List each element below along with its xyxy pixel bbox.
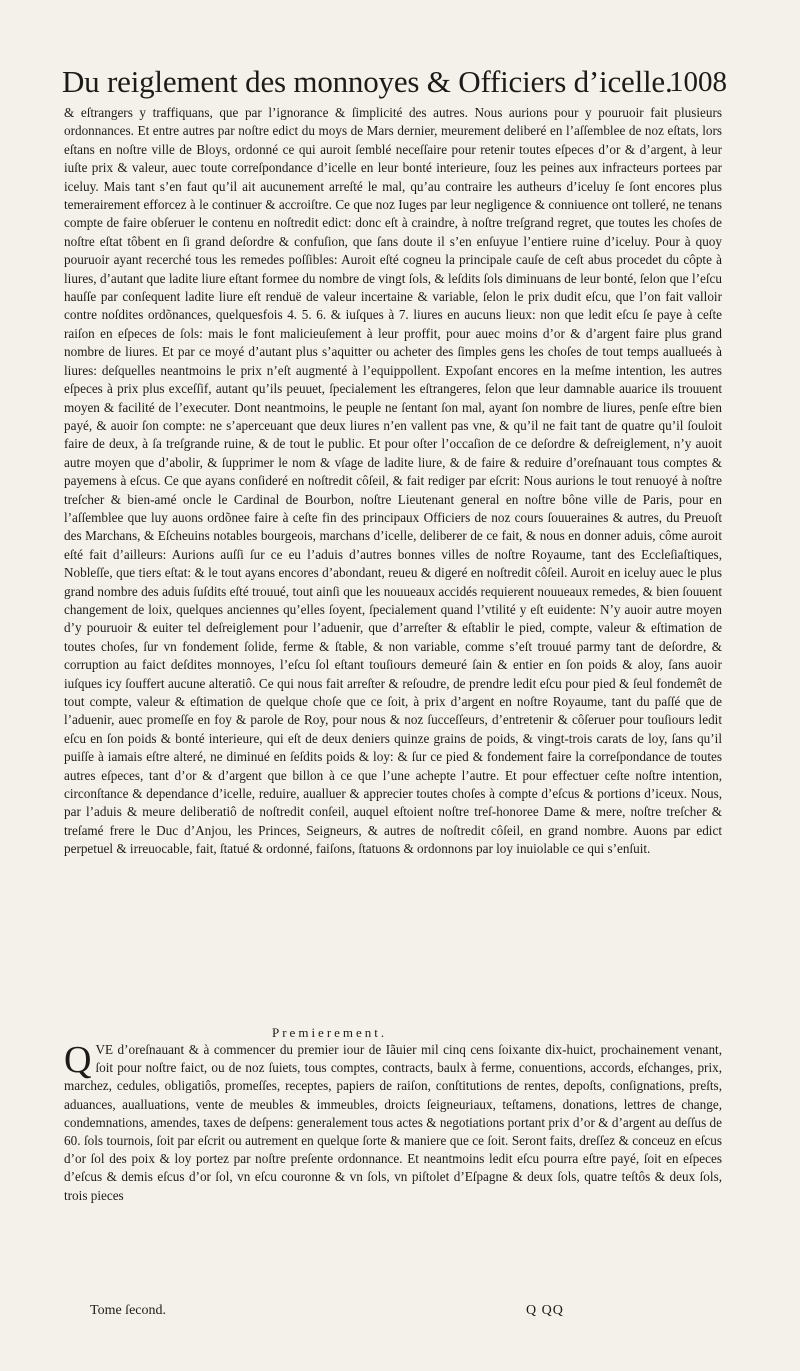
section-heading: Premierement.	[272, 1025, 388, 1040]
volume-note: Tome ſecond.	[90, 1303, 166, 1318]
page-footer	[90, 1303, 730, 1325]
page-title: Du reiglement des monnoyes & Officiers d’icelle.	[62, 64, 673, 99]
page-number: 1008	[669, 66, 727, 98]
signature-mark: Q QQ	[526, 1303, 564, 1318]
main-paragraph	[64, 104, 722, 859]
paragraph-text: & eſtrangers y traffiquans, que par l’ignorance & ſimplicité des autres. Nous aurions pour y pouruoir fait plusieurs ordonnances. Et entre autres par noſtre edict du moys de Mars dernier, meurement deliberé en l’aſſemblee de noz eſtats, lors eſtans en noſtre ville de Bloys, ordonné ce qui auroit ſemblé neceſſaire pour retenir toutes eſpeces d’or & d’argent, à leur iuſte prix & valeur, auec toute correſpondance d’icelle en leur bonté interieure, ſouz les peines aux infracteurs portees par iceluy. Mais tant s’en faut qu’il ait aucunement arreſté le mal, qu’au contraire les autheurs d’iceluy ſe ſont encores plus temerairement efforcez à le continuer & accroiſtre. Ce que noz Iuges par leur negligence & conniuence ont tolleré, ne tenans compte de faire obſeruer le contenu en noſtredit edict: donc eſt à craindre, à noſtre treſgrand regret, que toutes les choſes de noſtre eſtat tôbent en ſi grand deſordre & confuſion, que ſans doute il s’en enſuyue l’entiere ruine d’iceluy. Pour à quoy pouruoir ayant recerché tous les remedes poſſibles: Auroit eſté cogneu la principale cauſe de ceſt abus procedet du côpte à liures, d’autant que ladite liure eſtant formee du nombre de vingt ſols, & leſdits ſols diminuans de leur bonté, ſelon que l’eſcu hauſſe par conſequent ladite liure eſt renduë de valeur incertaine & variable, ſelon le prix dudit eſcu, que l’on fait valloir contre noſdites ordõnances, quelquesfois 4. 5. 6. & iuſques à 7. liures en aucuns lieux: non que ledit eſcu ſe paye à ceſte raiſon en eſpeces de ſols: mais le font malicieuſement à leur proffit, pour auec moins d’or & d’argent faire plus grand nombre de liures. Et par ce moyé d’autant plus s’aquitter ou acheter des ſimples gens les choſes de tout temps auallueés à liures: deſquelles neantmoins le prix n’eſt augmenté à l’equippollent. Expoſant encores en la meſme intention, les autres eſpeces à prix plus exceſſif, autant qu’ils peuuet, ſpecialement les eſtrangeres, ſelon que leur damnable auarice ils trouuent moyen & facilité de l’executer. Dont neantmoins, le peuple ne ſentant ſon mal, ayant ſon nombre de liures, penſe eſtre bien payé, & auoir ſon compte: ne s’aperceuant que deux liures n’en vallent pas vne, & qu’il ne fait tant de quatre qu’il ſouloit faire de deux, à ſa treſgrande ruine, & de tout le public. Et pour oſter l’occaſion de ce deſordre & deſreiglement, n’y auoit autre moyen que d’abolir, & ſupprimer le nom & vſage de ladite liure, & de faire & reduire d’oreſnauant tous comptes & payemens à eſcus. Ce que ayans conſideré en noſtredit côſeil, & fait rediger par eſcrit: Nous aurions le tout renuoyé à noſtre treſcher & bien-amé oncle le Cardinal de Bourbon, noſtre Lieutenant general en noſtre bône ville de Paris, pour en l’aſſemblee que luy auons ordõnee faire à ceſte fin des principaux Officiers de noz cours ſouueraines & autres, du Preuoſt des Marchans, & Eſcheuins notables bourgeois, marchans d’icelle, deliberer de ce fait, & nous en donner aduis, côme auroit eſté fait d’ailleurs: Aurions auſſi ſur ce eu l’aduis d’autres bonnes villes de noſtre Royaume, tant des Eccleſiaſtiques, Nobleſſe, que tiers eſtat: & le tout ayans encores d’abondant, reueu & digeré en noſtredit côſeil. Auroit en iceluy auec le plus grand nombre des aduis ſuſdits eſté trouué, tout ainſi que les nouueaux accidés requierent nouueaux remedes, & bien ſouuent changement de loix, quelques anciennes qu’elles ſoyent, ſpecialement quand l’vtilité y eſt euidente: N’y auoir autre moyen d’y pouruoir & euiter tel deſreiglement pour l’aduenir, que d’arreſter & eſtablir le pied, compte, valeur & eſtimation de toutes choſes, ſur vn fondement ſolide, ferme & ſtable, & non variable, comme s’eſt trouué parmy tant de deſordre, & corruption au faict deſdites monnoyes, l’eſcu ſol eſtant touſiours demeuré ſain & entier en ſon poids & aloy, ſans auoir iuſques icy ſouffert aucune alteratiô. Ce qui nous fait arreſter & reſoudre, de prendre ledit eſcu pour pied & ſeul fondemêt de tout compte, valeur & eſtimation de quelque choſe que ce ſoit, à prix d’argent en noſtre Royaume, tant du paſſé que de l’aduenir, auec promeſſe en foy & parole de Roy, pour nous & noz ſucceſſeurs, d’entretenir & côſeruer pour touſiours ledit eſcu en ſon poids & bonté interieure, qui eſt de deux deniers quinze grains de poids, & vingt-trois carats de loy, ſans qu’il puiſſe à iamais eſtre alteré, ne diminué en ſeſdits poids & loy: & ſur ce pied & fondement faire la correſpondance de toutes autres eſpeces, tant d’or & d’argent que billon à ce que l’une achepte l’autre. Et pour effectuer ceſte noſtre intention, circonſtance & dependance d’icelle, reduire, aualluer & apprecier toutes choſes à compte d’eſcus & portions d’iceux. Nous, par l’aduis & meure deliberatiô de noſtredit conſeil, auquel eſtoient noſtre treſ-honoree Dame & mere, noſtre treſcher & treſamé frere le Duc d’Anjou, les Princes, Seigneurs, & autres de noſtredit côſeil, en grand nombre. Auons par edict perpetuel & irreuocable, fait, ſtatué & ordonné, faiſons, ſtatuons & ordonnons par loy inuiolable ce qui s’enſuit.	[64, 105, 722, 857]
running-header	[62, 64, 727, 108]
section-text: VE d’oreſnauant & à commencer du premier iour de Iãuier mil cinq cens ſoixante dix-huict, prochainement venant, ſoit pour noſtre faict, ou de noz ſuiets, tous comptes, contracts, baulx à ferme, conuentions, accords, eſchanges, prix, marchez, cedules, obligatiôs, promeſſes, receptes, papiers de raiſon, conſtitutions de rentes, depoſts, conſignations, preſts, aduances, aualluations, vente de meubles & immeubles, droicts ſeigneuriaux, teſtamens, donations, lettres de change, condemnations, amendes, taxes de deſpens: generalement tous actes & negotiations portant prix d’or & d’argent au deſſus de 60. ſols tournois, ſoit par eſcrit ou autrement en quelque ſorte & maniere que ce ſoit. Seront faits, dreſſez & conceuz en eſcus d’or ſol des poix & loy portez par noſtre preſente ordonnance. Et neantmoins ledit eſcu pourra eſtre payé, ſoit en eſpeces d’eſcus & demis eſcus d’or ſol, vn eſcu couronne & vn ſols, vn piſtolet d’Eſpagne & deux ſols, quatre teſtôs & deux ſols, trois pieces	[64, 1042, 722, 1203]
section-paragraph	[64, 1041, 722, 1205]
drop-cap: Q	[64, 1039, 92, 1081]
